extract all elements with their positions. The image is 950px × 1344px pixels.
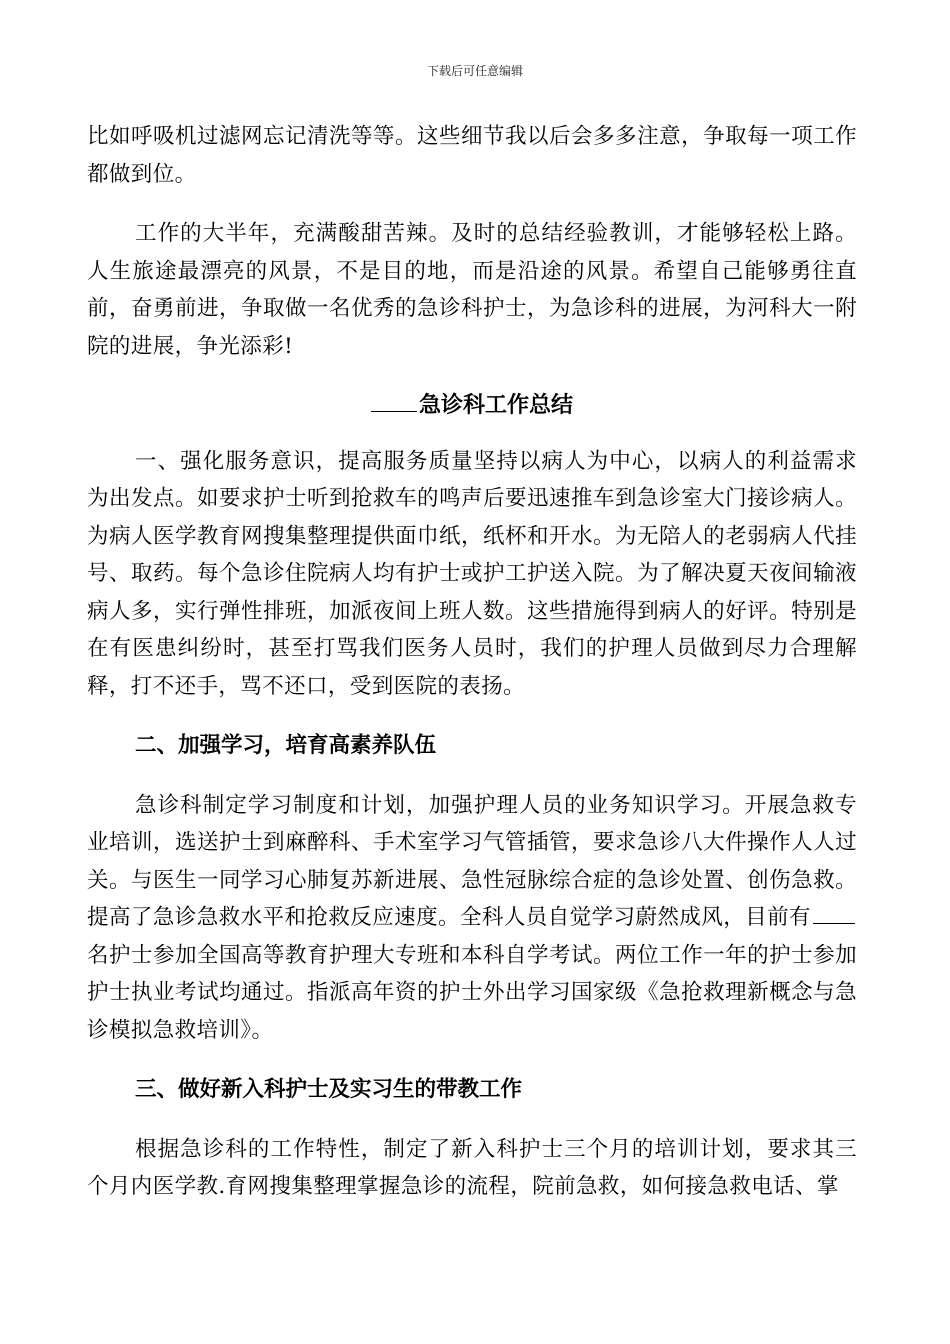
title-blank-line bbox=[371, 389, 417, 412]
document-body bbox=[87, 118, 857, 1206]
paragraph-training: 根据急诊科的工作特性，制定了新入科护士三个月的培训计划，要求其三个月内医学教.育网搜集整理掌握急诊的流程，院前急救，如何接急救电话、掌 bbox=[87, 1136, 857, 1199]
heading-study: 二、加强学习，培育高素养队伍 bbox=[135, 733, 437, 758]
paragraph-service: 一、强化服务意识，提高服务质量坚持以病人为中心，以病人的利益需求为出发点。如要求护士听到抢救车的鸣声后要迅速推车到急诊室大门接诊病人。为病人医学教育网搜集整理提供面巾纸，纸杯和开水。为无陪人的老弱病人代挂号、取药。每个急诊住院病人均有护士或护工护送入院。为了解决夏天夜间输液病人多，实行弹性排班，加派夜间上班人数。这些措施得到病人的好评。特别是在有医患纠纷时，甚至打骂我们医务人员时，我们的护理人员做到尽力合理解释，打不还手，骂不还口，受到医院的表扬。 bbox=[87, 448, 857, 699]
paragraph-continuation: 比如呼吸机过滤网忘记清洗等等。这些细节我以后会多多注意，争取每一项工作都做到位。 bbox=[87, 124, 857, 187]
paragraph-study-part-a: 急诊科制定学习制度和计划，加强护理人员的业务知识学习。开展急救专业培训，选送护士到麻醉科、手术室学习气管插管，要求急诊八大件操作人人过关。与医生一同学习心肺复苏新进展、急性冠脉综合症的急诊处置、创伤急救。提高了急诊急救水平和抢救反应速度。全科人员自觉学习蔚然成风，目前有 bbox=[87, 792, 857, 930]
count-blank-line bbox=[813, 903, 855, 924]
header-note: 下载后可任意编辑 bbox=[426, 64, 523, 78]
paragraph-study-part-b: 名护士参加全国高等教育护理大专班和本科自学考试。两位工作一年的护士参加护士执业考试均通过。指派高年资的护士外出学习国家级《急抢救理新概念与急诊模拟急救培训》。 bbox=[87, 942, 857, 1043]
section-title bbox=[87, 387, 857, 425]
heading-training: 三、做好新入科护士及实习生的带教工作 bbox=[135, 1077, 523, 1102]
paragraph-reflection: 工作的大半年，充满酸甜苦辣。及时的总结经验教训，才能够轻松上路。人生旅途最漂亮的风景，不是目的地，而是沿途的风景。希望自己能够勇往直前，奋勇前进，争取做一名优秀的急诊科护士，为急诊科的进展，为河科大一附院的进展，争光添彩! bbox=[87, 221, 857, 359]
section-title-text: 急诊科工作总结 bbox=[418, 392, 573, 418]
paragraph-study bbox=[87, 787, 857, 1050]
